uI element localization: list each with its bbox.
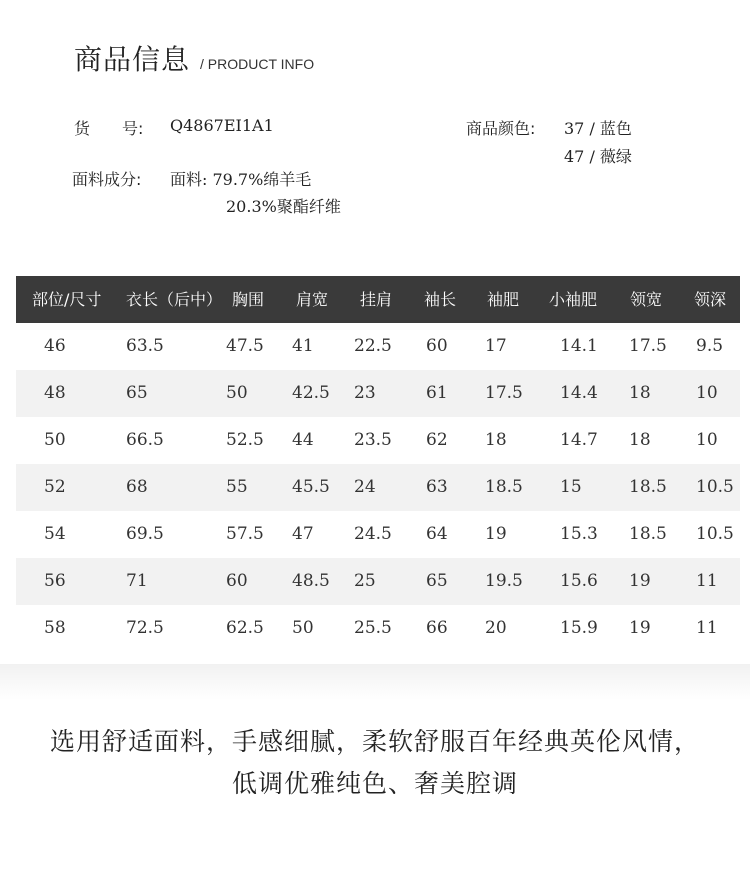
- table-cell: 50: [44, 430, 66, 450]
- table-cell: 72.5: [126, 618, 164, 638]
- table-cell: 18: [629, 430, 651, 450]
- table-cell: 60: [226, 571, 248, 591]
- table-cell: 50: [226, 383, 248, 403]
- color-option-2: 47 / 薇绿: [564, 147, 632, 166]
- table-cell: 15: [560, 477, 582, 497]
- table-cell: 15.6: [560, 571, 598, 591]
- size-table-header: [16, 276, 740, 323]
- table-cell: 10: [696, 430, 718, 450]
- header-cell: 挂肩: [360, 290, 393, 309]
- fabric-line-2: 20.3%聚酯纤维: [226, 197, 341, 216]
- table-cell: 58: [44, 618, 66, 638]
- table-cell: 23: [354, 383, 376, 403]
- table-cell: 62: [426, 430, 448, 450]
- table-cell: 65: [126, 383, 148, 403]
- table-cell: 52.5: [226, 430, 264, 450]
- table-cell: 41: [292, 336, 314, 356]
- header-cell: 小袖肥: [549, 290, 598, 309]
- table-cell: 22.5: [354, 336, 392, 356]
- table-row: [16, 511, 740, 558]
- header-cell: 袖肥: [487, 290, 520, 309]
- table-cell: 46: [44, 336, 66, 356]
- table-cell: 18.5: [629, 477, 667, 497]
- table-cell: 18: [629, 383, 651, 403]
- header-cell: 袖长: [424, 290, 457, 309]
- table-cell: 57.5: [226, 524, 264, 544]
- table-cell: 56: [44, 571, 66, 591]
- table-cell: 10.5: [696, 524, 734, 544]
- table-cell: 19: [629, 618, 651, 638]
- table-cell: 19: [485, 524, 507, 544]
- table-cell: 60: [426, 336, 448, 356]
- table-cell: 9.5: [696, 336, 724, 356]
- table-cell: 48: [44, 383, 66, 403]
- table-cell: 65: [426, 571, 448, 591]
- table-row: [16, 417, 740, 464]
- table-cell: 44: [292, 430, 314, 450]
- table-cell: 11: [696, 618, 718, 638]
- fabric-label: 面料成分:: [72, 170, 142, 189]
- page-subtitle: / PRODUCT INFO: [200, 56, 315, 72]
- table-cell: 69.5: [126, 524, 164, 544]
- table-cell: 18.5: [629, 524, 667, 544]
- header-cell: 肩宽: [296, 290, 329, 309]
- table-cell: 52: [44, 477, 66, 497]
- table-cell: 19: [629, 571, 651, 591]
- table-cell: 20: [485, 618, 507, 638]
- table-cell: 15.3: [560, 524, 598, 544]
- divider-fade: [0, 664, 750, 700]
- table-cell: 68: [126, 477, 148, 497]
- table-cell: 18.5: [485, 477, 523, 497]
- table-cell: 10: [696, 383, 718, 403]
- table-cell: 23.5: [354, 430, 392, 450]
- table-cell: 14.4: [560, 383, 598, 403]
- header-cell: 胸围: [232, 290, 265, 309]
- table-cell: 64: [426, 524, 448, 544]
- table-cell: 71: [126, 571, 148, 591]
- table-cell: 63: [426, 477, 448, 497]
- table-cell: 25: [354, 571, 376, 591]
- color-label: 商品颜色:: [466, 119, 536, 138]
- table-cell: 11: [696, 571, 718, 591]
- table-cell: 24.5: [354, 524, 392, 544]
- table-cell: 47.5: [226, 336, 264, 356]
- table-cell: 17: [485, 336, 507, 356]
- table-cell: 15.9: [560, 618, 598, 638]
- table-cell: 47: [292, 524, 314, 544]
- table-cell: 17.5: [629, 336, 667, 356]
- size-table: [16, 276, 740, 652]
- table-cell: 17.5: [485, 383, 523, 403]
- table-cell: 14.1: [560, 336, 598, 356]
- header-cell: 领深: [694, 290, 727, 309]
- color-option-1: 37 / 蓝色: [564, 119, 632, 138]
- table-row: [16, 323, 740, 370]
- table-cell: 48.5: [292, 571, 330, 591]
- table-cell: 55: [226, 477, 248, 497]
- table-cell: 10.5: [696, 477, 734, 497]
- table-cell: 63.5: [126, 336, 164, 356]
- table-cell: 66: [426, 618, 448, 638]
- table-cell: 61: [426, 383, 448, 403]
- table-row: [16, 370, 740, 417]
- table-cell: 19.5: [485, 571, 523, 591]
- table-cell: 14.7: [560, 430, 598, 450]
- table-cell: 50: [292, 618, 314, 638]
- fabric-line-1: 面料: 79.7%绵羊毛: [170, 170, 312, 189]
- sku-label: 货 号:: [74, 119, 144, 138]
- table-cell: 66.5: [126, 430, 164, 450]
- sku-value: Q4867EI1A1: [170, 116, 274, 135]
- slogan-line-1: 选用舒适面料，手感细腻，柔软舒服百年经典英伦风情，: [49, 727, 700, 756]
- slogan-line-2: 低调优雅纯色、奢美腔调: [231, 769, 518, 798]
- page-title: 商品信息: [74, 43, 191, 76]
- table-cell: 42.5: [292, 383, 330, 403]
- table-row: [16, 558, 740, 605]
- header-cell: 衣长（后中）: [126, 290, 223, 309]
- table-cell: 54: [44, 524, 66, 544]
- table-row: [16, 464, 740, 511]
- table-cell: 62.5: [226, 618, 264, 638]
- header-cell: 领宽: [630, 290, 663, 309]
- table-row: [16, 605, 740, 652]
- table-cell: 25.5: [354, 618, 392, 638]
- table-cell: 45.5: [292, 477, 330, 497]
- table-cell: 24: [354, 477, 376, 497]
- table-cell: 18: [485, 430, 507, 450]
- header-cell: 部位/尺寸: [32, 290, 102, 309]
